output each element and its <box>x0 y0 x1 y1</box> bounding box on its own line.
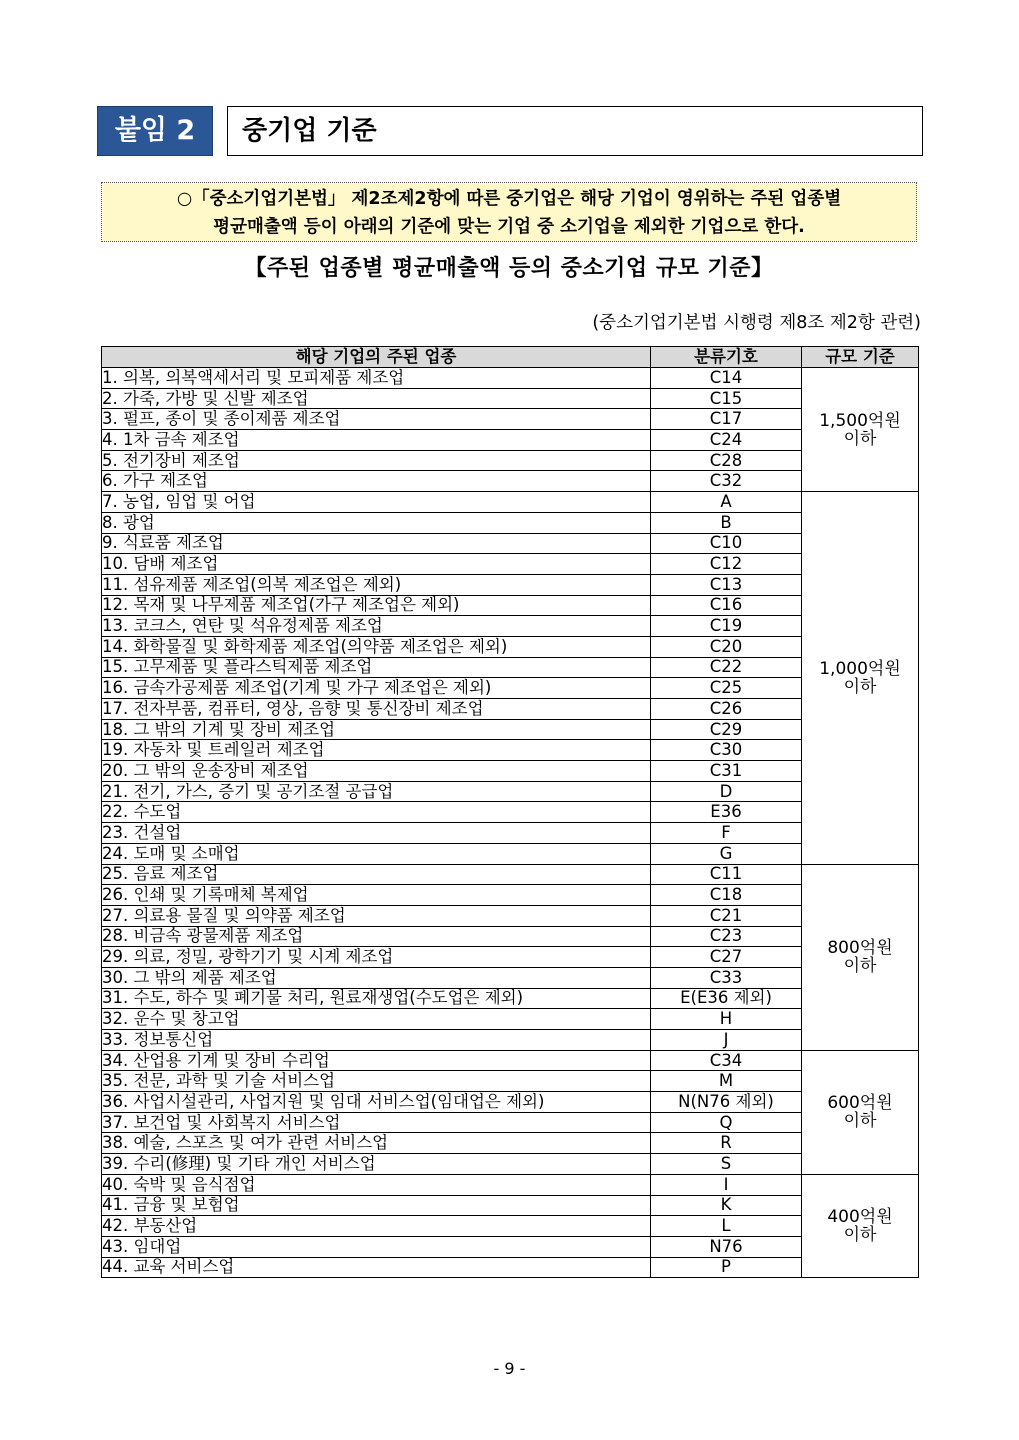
table-row <box>102 657 919 678</box>
table-row <box>102 843 919 864</box>
classification-code-cell: C30 <box>651 740 802 761</box>
page-header <box>97 106 923 156</box>
table-row <box>102 368 919 389</box>
table-row <box>102 388 919 409</box>
table-row <box>102 926 919 947</box>
size-standard-table <box>101 346 919 1278</box>
table-row <box>102 574 919 595</box>
classification-code-cell: C12 <box>651 554 802 575</box>
header-code: 분류기호 <box>651 347 802 368</box>
size-qualifier: 이하 <box>843 1111 877 1132</box>
industry-cell: 37. 보건업 및 사회복지 서비스업 <box>102 1112 651 1133</box>
classification-code-cell: G <box>651 843 802 864</box>
industry-cell: 25. 음료 제조업 <box>102 864 651 885</box>
page-number: - 9 - <box>493 1359 526 1378</box>
classification-code-cell: L <box>651 1216 802 1237</box>
table-row <box>102 554 919 575</box>
attachment-badge: 붙임 2 <box>97 106 213 156</box>
table-row <box>102 678 919 699</box>
industry-cell: 36. 사업시설관리, 사업지원 및 임대 서비스업(임대업은 제외) <box>102 1092 651 1113</box>
classification-code-cell: D <box>651 781 802 802</box>
classification-code-cell: F <box>651 823 802 844</box>
industry-cell: 26. 인쇄 및 기록매체 복제업 <box>102 885 651 906</box>
industry-cell: 1. 의복, 의복액세서리 및 모피제품 제조업 <box>102 368 651 389</box>
table-row <box>102 1030 919 1051</box>
table-row <box>102 1236 919 1257</box>
table-row <box>102 1133 919 1154</box>
size-standard-cell <box>802 864 919 1050</box>
table-row <box>102 512 919 533</box>
classification-code-cell: B <box>651 512 802 533</box>
industry-cell: 33. 정보통신업 <box>102 1030 651 1051</box>
table-row <box>102 864 919 885</box>
table-row <box>102 988 919 1009</box>
industry-cell: 41. 금융 및 보험업 <box>102 1195 651 1216</box>
industry-cell: 4. 1차 금속 제조업 <box>102 430 651 451</box>
size-amount: 600억원 <box>827 1093 893 1114</box>
table-row <box>102 905 919 926</box>
industry-cell: 28. 비금속 광물제품 제조업 <box>102 926 651 947</box>
classification-code-cell: N76 <box>651 1236 802 1257</box>
table-row <box>102 1009 919 1030</box>
table-row <box>102 1071 919 1092</box>
classification-code-cell: C27 <box>651 947 802 968</box>
industry-cell: 21. 전기, 가스, 증기 및 공기조절 공급업 <box>102 781 651 802</box>
industry-cell: 19. 자동차 및 트레일러 제조업 <box>102 740 651 761</box>
classification-code-cell: S <box>651 1154 802 1175</box>
table-row <box>102 885 919 906</box>
industry-cell: 39. 수리(修理) 및 기타 개인 서비스업 <box>102 1154 651 1175</box>
industry-cell: 3. 펄프, 종이 및 종이제품 제조업 <box>102 409 651 430</box>
table-row <box>102 719 919 740</box>
industry-cell: 44. 교육 서비스업 <box>102 1257 651 1278</box>
table-header-row <box>102 347 919 368</box>
classification-code-cell: P <box>651 1257 802 1278</box>
classification-code-cell: C22 <box>651 657 802 678</box>
size-standard-cell <box>802 1174 919 1277</box>
classification-code-cell: C26 <box>651 699 802 720</box>
classification-code-cell: A <box>651 492 802 513</box>
table-row <box>102 492 919 513</box>
industry-cell: 42. 부동산업 <box>102 1216 651 1237</box>
industry-cell: 6. 가구 제조업 <box>102 471 651 492</box>
size-amount: 400억원 <box>827 1207 893 1228</box>
classification-code-cell: C29 <box>651 719 802 740</box>
industry-cell: 11. 섬유제품 제조업(의복 제조업은 제외) <box>102 574 651 595</box>
industry-cell: 40. 숙박 및 음식점업 <box>102 1174 651 1195</box>
table-row <box>102 781 919 802</box>
table-row <box>102 595 919 616</box>
classification-code-cell: C19 <box>651 616 802 637</box>
size-amount: 1,500억원 <box>819 410 901 431</box>
industry-cell: 24. 도매 및 소매업 <box>102 843 651 864</box>
classification-code-cell: C11 <box>651 864 802 885</box>
industry-cell: 35. 전문, 과학 및 기술 서비스업 <box>102 1071 651 1092</box>
size-standard-cell <box>802 1050 919 1174</box>
industry-cell: 7. 농업, 임업 및 어업 <box>102 492 651 513</box>
size-qualifier: 이하 <box>843 1225 877 1246</box>
table-row <box>102 533 919 554</box>
size-qualifier: 이하 <box>843 956 877 977</box>
table-row <box>102 616 919 637</box>
table-row <box>102 699 919 720</box>
table-row <box>102 1174 919 1195</box>
classification-code-cell: C21 <box>651 905 802 926</box>
industry-cell: 15. 고무제품 및 플라스틱제품 제조업 <box>102 657 651 678</box>
classification-code-cell: C20 <box>651 636 802 657</box>
classification-code-cell: C23 <box>651 926 802 947</box>
industry-cell: 20. 그 밖의 운송장비 제조업 <box>102 761 651 782</box>
table-row <box>102 1216 919 1237</box>
table-row <box>102 1257 919 1278</box>
table-row <box>102 802 919 823</box>
industry-cell: 22. 수도업 <box>102 802 651 823</box>
classification-code-cell: C24 <box>651 430 802 451</box>
classification-code-cell: C15 <box>651 388 802 409</box>
classification-code-cell: C31 <box>651 761 802 782</box>
classification-code-cell: J <box>651 1030 802 1051</box>
table-body <box>102 368 919 1278</box>
legal-reference: (중소기업기본법 시행령 제8조 제2항 관련) <box>592 313 921 333</box>
classification-code-cell: C25 <box>651 678 802 699</box>
industry-cell: 13. 코크스, 연탄 및 석유정제품 제조업 <box>102 616 651 637</box>
size-qualifier: 이하 <box>843 676 877 697</box>
size-standard-cell <box>802 492 919 864</box>
table-row <box>102 947 919 968</box>
industry-cell: 14. 화학물질 및 화학제품 제조업(의약품 제조업은 제외) <box>102 636 651 657</box>
table-row <box>102 823 919 844</box>
notice-line-2: 평균매출액 등이 아래의 기준에 맞는 기업 중 소기업을 제외한 기업으로 한다. <box>213 217 805 237</box>
table-row <box>102 1092 919 1113</box>
industry-cell: 30. 그 밖의 제품 제조업 <box>102 967 651 988</box>
industry-cell: 9. 식료품 제조업 <box>102 533 651 554</box>
classification-code-cell: N(N76 제외) <box>651 1092 802 1113</box>
classification-code-cell: Q <box>651 1112 802 1133</box>
classification-code-cell: C16 <box>651 595 802 616</box>
table-row <box>102 967 919 988</box>
classification-code-cell: E36 <box>651 802 802 823</box>
industry-cell: 29. 의료, 정밀, 광학기기 및 시계 제조업 <box>102 947 651 968</box>
table-row <box>102 409 919 430</box>
industry-cell: 43. 임대업 <box>102 1236 651 1257</box>
classification-code-cell: C32 <box>651 471 802 492</box>
classification-code-cell: C33 <box>651 967 802 988</box>
classification-code-cell: C28 <box>651 450 802 471</box>
classification-code-cell: C34 <box>651 1050 802 1071</box>
table-row <box>102 761 919 782</box>
classification-code-cell: M <box>651 1071 802 1092</box>
industry-cell: 34. 산업용 기계 및 장비 수리업 <box>102 1050 651 1071</box>
classification-code-cell: I <box>651 1174 802 1195</box>
notice-box <box>101 182 917 242</box>
classification-code-cell: C10 <box>651 533 802 554</box>
classification-code-cell: C14 <box>651 368 802 389</box>
header-industry: 해당 기업의 주된 업종 <box>102 347 651 368</box>
page-title: 중기업 기준 <box>227 106 923 156</box>
industry-cell: 8. 광업 <box>102 512 651 533</box>
industry-cell: 16. 금속가공제품 제조업(기계 및 가구 제조업은 제외) <box>102 678 651 699</box>
classification-code-cell: E(E36 제외) <box>651 988 802 1009</box>
classification-code-cell: C18 <box>651 885 802 906</box>
table-row <box>102 1154 919 1175</box>
industry-cell: 12. 목재 및 나무제품 제조업(가구 제조업은 제외) <box>102 595 651 616</box>
table-heading: 【주된 업종별 평균매출액 등의 중소기업 규모 기준】 <box>244 256 774 281</box>
industry-cell: 31. 수도, 하수 및 폐기물 처리, 원료재생업(수도업은 제외) <box>102 988 651 1009</box>
classification-code-cell: R <box>651 1133 802 1154</box>
industry-cell: 27. 의료용 물질 및 의약품 제조업 <box>102 905 651 926</box>
header-size: 규모 기준 <box>802 347 919 368</box>
table-row <box>102 1195 919 1216</box>
table-row <box>102 1112 919 1133</box>
table-row <box>102 1050 919 1071</box>
industry-cell: 2. 가죽, 가방 및 신발 제조업 <box>102 388 651 409</box>
industry-cell: 23. 건설업 <box>102 823 651 844</box>
table-row <box>102 450 919 471</box>
classification-code-cell: C13 <box>651 574 802 595</box>
industry-cell: 38. 예술, 스포츠 및 여가 관련 서비스업 <box>102 1133 651 1154</box>
size-standard-cell <box>802 368 919 492</box>
industry-cell: 17. 전자부품, 컴퓨터, 영상, 음향 및 통신장비 제조업 <box>102 699 651 720</box>
table-row <box>102 471 919 492</box>
notice-line-1: ○「중소기업기본법」 제2조제2항에 따른 중기업은 해당 기업이 영위하는 주된 업종별 <box>176 189 842 209</box>
classification-code-cell: H <box>651 1009 802 1030</box>
size-amount: 800억원 <box>827 938 893 959</box>
industry-cell: 32. 운수 및 창고업 <box>102 1009 651 1030</box>
size-qualifier: 이하 <box>843 428 877 449</box>
industry-cell: 10. 담배 제조업 <box>102 554 651 575</box>
table-row <box>102 636 919 657</box>
classification-code-cell: C17 <box>651 409 802 430</box>
size-amount: 1,000억원 <box>819 658 901 679</box>
table-row <box>102 740 919 761</box>
classification-code-cell: K <box>651 1195 802 1216</box>
table-row <box>102 430 919 451</box>
industry-cell: 5. 전기장비 제조업 <box>102 450 651 471</box>
industry-cell: 18. 그 밖의 기계 및 장비 제조업 <box>102 719 651 740</box>
